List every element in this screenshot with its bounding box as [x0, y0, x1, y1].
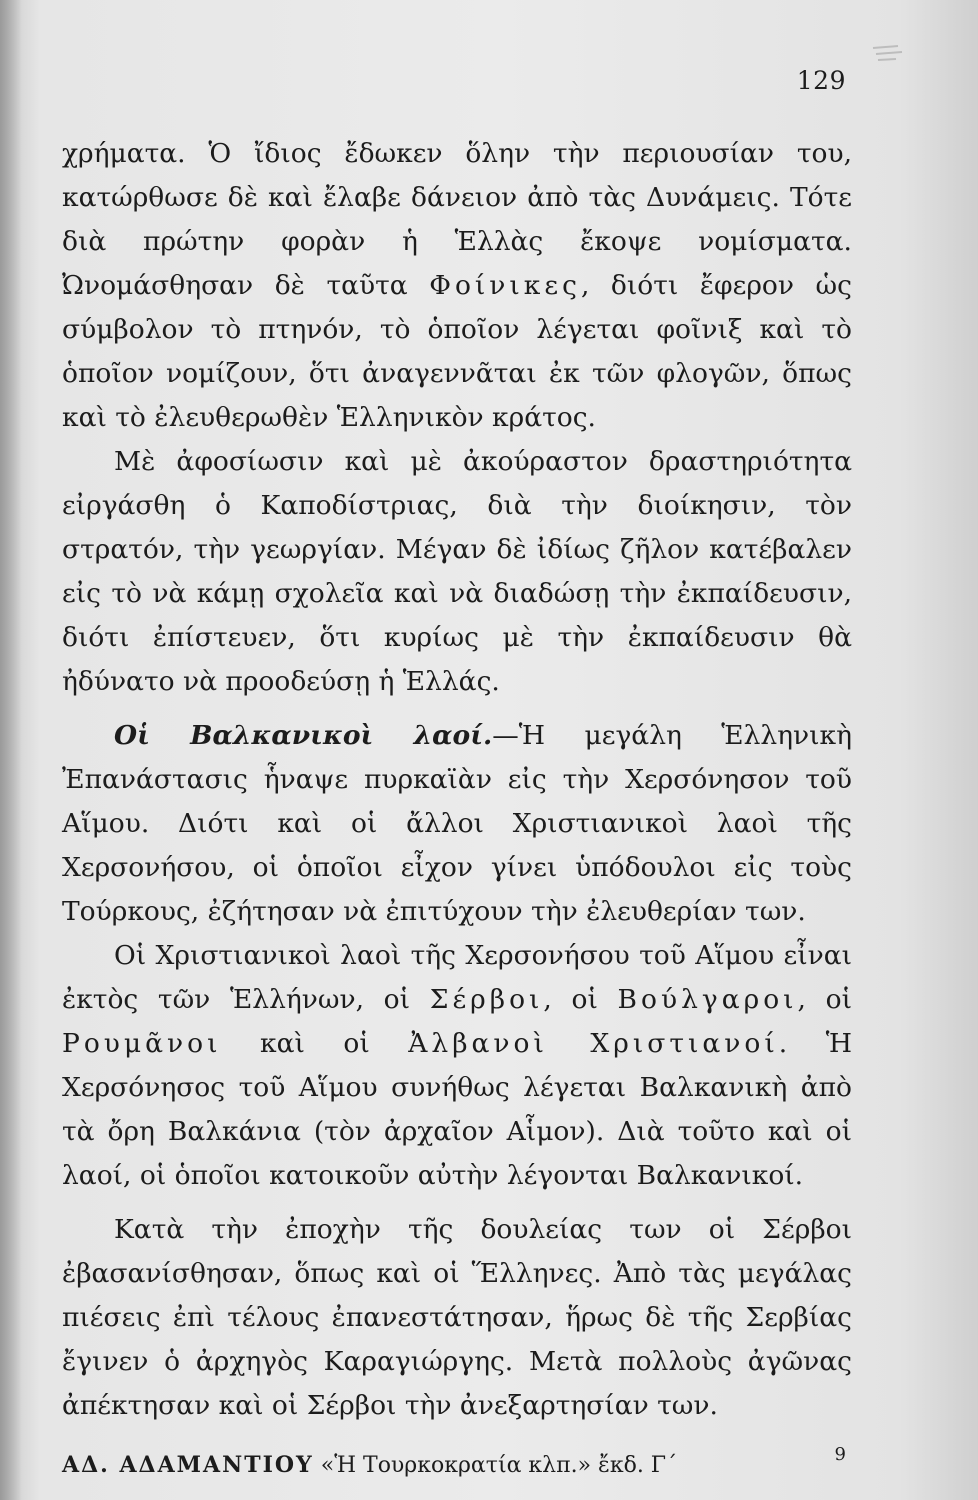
section-heading-balkan-peoples: Οἱ Βαλκανικοὶ λαοί. [114, 720, 493, 751]
paragraph-4-text-b: , οἱ [543, 984, 618, 1015]
footer-signature: 9 [834, 1444, 846, 1465]
term-serbs: Σέρβοι [429, 984, 544, 1015]
corner-smudge-icon [868, 40, 908, 70]
body-text [62, 132, 852, 1428]
paragraph-4-text-d: καὶ οἱ [221, 1028, 409, 1059]
spine-shadow [0, 0, 22, 1500]
footer-author: ΑΔ. ΑΔΑΜΑΝΤΙΟΥ [62, 1452, 314, 1478]
paragraph-1 [62, 132, 852, 440]
term-bulgars: Βούλγαροι [617, 984, 798, 1015]
paragraph-3-text: —Ἡ μεγάλη Ἑλληνικὴ Ἐπανάστασις ἧναψε πυρκαϊὰν εἰς τὴν Χερσόνησον τοῦ Αἵμου. Διότι καὶ οἱ ἄλλοι Χριστιανικοὶ λαοὶ τῆς Χερσονήσου, οἱ ὁποῖοι εἶχον γίνει ὑπόδουλοι εἰς τοὺς Τούρκους, ἐζήτησαν νὰ ἐπιτύχουν τὴν ἐλευθερίαν των. [62, 720, 852, 927]
paragraph-4 [62, 934, 852, 1198]
paragraph-4-text-a: Οἱ Χριστιανικοὶ λαοὶ τῆς Χερσονήσου τοῦ Αἵμου εἶναι ἐκτὸς τῶν Ἑλλήνων, οἱ [62, 940, 852, 1015]
paragraph-4-text-e: . Ἡ Χερσόνησος τοῦ Αἵμου συνήθως λέγεται Βαλκανικὴ ἀπὸ τὰ ὄρη Βαλκάνια (τὸν ἀρχαῖον Αἷμον). Διὰ τοῦτο καὶ οἱ λαοί, οἱ ὁποῖοι κατοικοῦν αὐτὴν λέγονται Βαλκανικοί. [62, 1028, 853, 1191]
paragraph-3 [62, 714, 852, 934]
term-romanians: Ρουμᾶνοι [62, 1028, 222, 1059]
page-footer [62, 1452, 862, 1478]
paragraph-1-text: χρήματα. Ὁ ἴδιος ἔδωκεν ὅλην τὴν περιουσίαν του, κατώρθωσε δὲ καὶ ἔλαβε δάνειον ἀπὸ τὰς Δυνάμεις. Τότε διὰ πρώτην φορὰν ἡ Ἑλλὰς ἔκοψε νομίσματα. Ὠνομάσθησαν δὲ ταῦτα [62, 138, 852, 301]
paragraph-1-text-end: , διότι ἔφερον ὡς σύμβολον τὸ πτηνόν, τὸ ὁποῖον λέγεται φοῖνιξ καὶ τὸ ὁποῖον νομίζουν, ὅτι ἀναγεννᾶται ἐκ τῶν φλογῶν, ὅπως καὶ τὸ ἐλευθερωθὲν Ἑλληνικὸν κράτος. [62, 270, 852, 433]
page-number: 129 [796, 66, 846, 95]
paragraph-1-spaced-term: Φοίνικες [429, 270, 581, 301]
term-albanians: Ἀλβανοὶ Χριστιανοί [408, 1028, 779, 1059]
paragraph-2: Μὲ ἀφοσίωσιν καὶ μὲ ἀκούραστον δραστηριότητα εἰργάσθη ὁ Καποδίστριας, διὰ τὴν διοίκησιν, τὸν στρατόν, τὴν γεωργίαν. Μέγαν δὲ ἰδίως ζῆλον κατέβαλεν εἰς τὸ νὰ κάμῃ σχολεῖα καὶ νὰ διαδώσῃ τὴν ἐκπαίδευσιν, διότι ἐπίστευεν, ὅτι κυρίως μὲ τὴν ἐκπαίδευσιν θὰ ἠδύνατο νὰ προοδεύσῃ ἡ Ἑλλάς. [62, 446, 852, 697]
paragraph-4-text-c: , οἱ [797, 984, 852, 1015]
paragraph-5: Κατὰ τὴν ἐποχὴν τῆς δουλείας των οἱ Σέρβοι ἐβασανίσθησαν, ὅπως καὶ οἱ Ἕλληνες. Ἀπὸ τὰς μεγάλας πιέσεις ἐπὶ τέλους ἐπανεστάτησαν, ἥρως δὲ τῆς Σερβίας ἔγινεν ὁ ἀρχηγὸς Καραγιώργης. Μετὰ πολλοὺς ἀγῶνας ἀπέκτησαν καὶ οἱ Σέρβοι τὴν ἀνεξαρτησίαν των. [62, 1214, 852, 1421]
footer-book-title: «Ἡ Τουρκοκρατία κλπ.» ἔκδ. Γ΄ [320, 1453, 678, 1478]
